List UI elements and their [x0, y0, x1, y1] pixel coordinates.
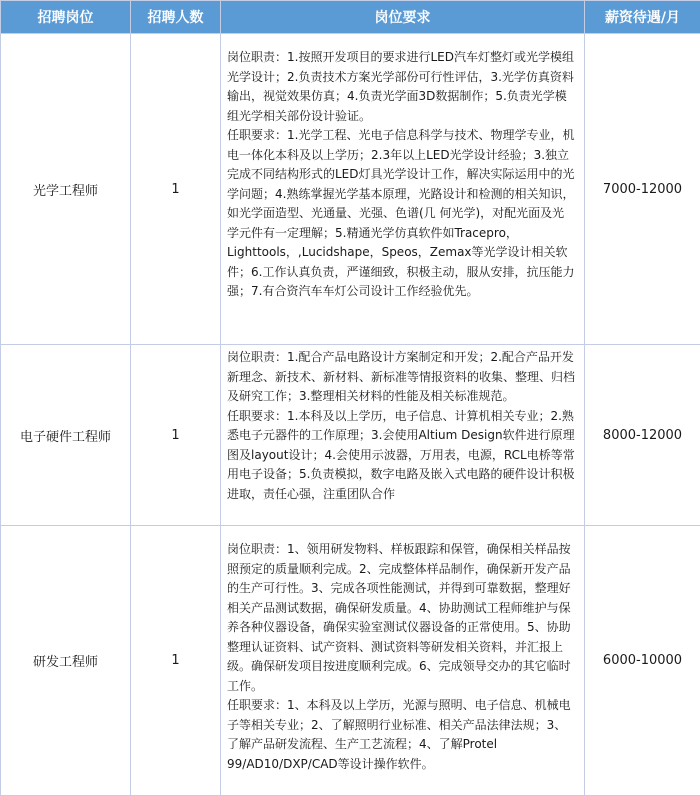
salary-cell: 8000-12000: [585, 345, 700, 526]
header-row: [1, 1, 700, 34]
duties-text: 岗位职责：1、领用研发物料、样板跟踪和保管，确保相关样品按照预定的质量顺利完成。2、完成整体样品制作，确保新开发产品的生产可行性。3、完成各项性能测试，并得到可靠数据，整理好相关产品测试数据，确保研发质量。4、协助测试工程师维护与保养各种仪器设备，确保实验室测试仪器设备的正常使用。5、协助整理认证资料、试产资料、测试资料等研发相关资料，并汇报上级。确保研发项目按进度顺利完成。6、完成领导交办的其它临时工作。: [227, 540, 576, 696]
header-salary: 薪资待遇/月: [585, 1, 700, 34]
requirements-cell: [221, 345, 585, 526]
duties-text: 岗位职责：1.按照开发项目的要求进行LED汽车灯整灯或光学模组光学设计；2.负责技术方案光学部份可行性评估，3.光学仿真资料输出，视觉效果仿真；4.负责光学面3D数据制作；5.负责光学模组光学相关部份设计验证。: [227, 48, 576, 126]
requirements-cell: [221, 34, 585, 345]
requirements-text: 任职要求：1.光学工程、光电子信息科学与技术、物理学专业，机电一体化本科及以上学历；2.3年以上LED光学设计经验；3.独立完成不同结构形式的LED灯具光学设计工作，解决实际运用中的光学问题；4.熟练掌握光学基本原理，光路设计和检测的相关知识，如光学面造型、光通量、光强、色谱(几 何光学)，对配光面及光学元件有一定理解；5.精通光学仿真软件如Tracepro，Lighttools，,Lucidshape，Speos，Zemax等光学设计相关软件；6.工作认真负责，严谨细致，积极主动，服从安排，抗压能力强；7.有合资汽车车灯公司设计工作经验优先。: [227, 126, 576, 302]
requirements-cell: [221, 526, 585, 796]
duties-text: 岗位职责：1.配合产品电路设计方案制定和开发；2.配合产品开发新理念、新技术、新材料、新标准等情报资料的收集、整理、归档及研究工作；3.整理相关材料的性能及相关标准规范。: [227, 348, 576, 407]
requirements-text: 任职要求：1.本科及以上学历，电子信息、计算机相关专业；2.熟悉电子元器件的工作原理；3.会使用Altium Design软件进行原理图及layout设计；4.会使用示波器，万用表，电源，RCL电桥等常用电子设备；5.负责模拟，数字电路及嵌入式电路的硬件设计积极进取，责任心强，注重团队合作: [227, 407, 576, 505]
position-cell: 电子硬件工程师: [1, 345, 131, 526]
header-count: 招聘人数: [131, 1, 221, 34]
count-cell: 1: [131, 345, 221, 526]
header-position: 招聘岗位: [1, 1, 131, 34]
requirements-text: 任职要求：1、本科及以上学历，光源与照明、电子信息、机械电子等相关专业；2、了解照明行业标准、相关产品法律法规；3、了解产品研发流程、生产工艺流程；4、了解Protel 99/AD10/DXP/CAD等设计操作软件。: [227, 696, 576, 774]
table-row: [1, 345, 700, 526]
table-row: [1, 34, 700, 345]
header-requirements: 岗位要求: [221, 1, 585, 34]
count-cell: 1: [131, 34, 221, 345]
salary-cell: 7000-12000: [585, 34, 700, 345]
salary-cell: 6000-10000: [585, 526, 700, 796]
position-cell: 光学工程师: [1, 34, 131, 345]
table-row: [1, 526, 700, 796]
count-cell: 1: [131, 526, 221, 796]
position-cell: 研发工程师: [1, 526, 131, 796]
